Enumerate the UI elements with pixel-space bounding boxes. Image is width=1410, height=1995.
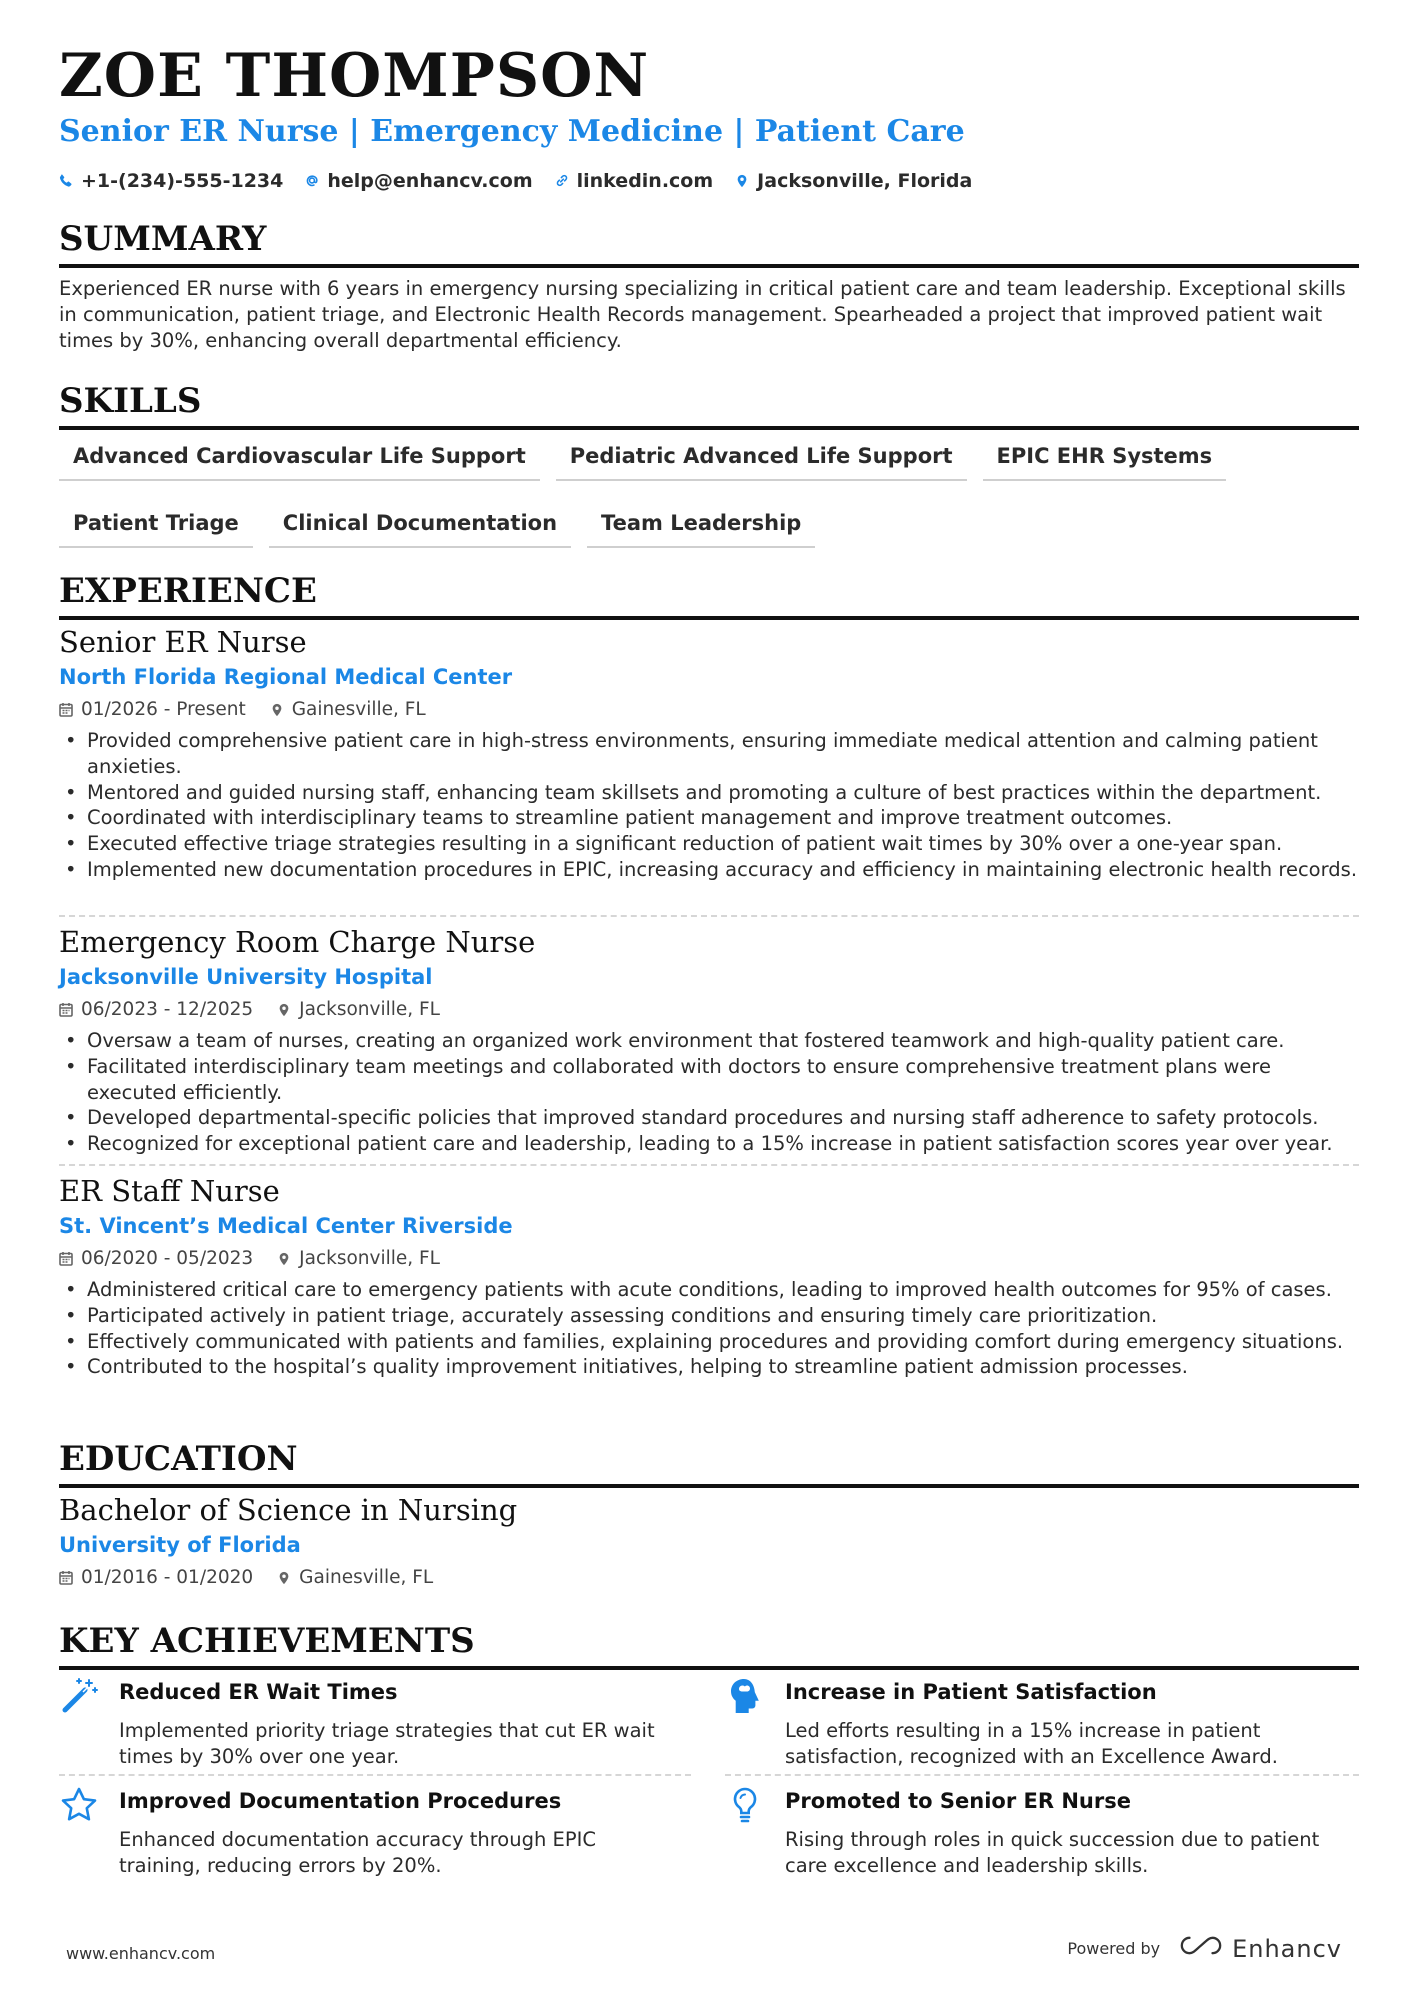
job-role: Emergency Room Charge Nurse: [59, 925, 536, 959]
job-bullets: [59, 1028, 1359, 1157]
lightbulb-icon: [725, 1785, 765, 1825]
magic-wand-icon: [59, 1676, 99, 1716]
job-role: ER Staff Nurse: [59, 1174, 280, 1208]
achievement-divider: [725, 1774, 1359, 1776]
bullet-item: • Contributed to the hospital’s quality improvement initiatives, helping to streamline patient admission processes.: [59, 1354, 1359, 1380]
job-dates: 06/2023 - 12/2025: [81, 999, 254, 1020]
degree: Bachelor of Science in Nursing: [59, 1493, 518, 1527]
job-role: Senior ER Nurse: [59, 625, 307, 659]
brand-name: Enhancv: [1232, 1934, 1342, 1963]
candidate-name: ZOE THOMPSON: [59, 41, 650, 111]
contact-email[interactable]: [305, 170, 532, 192]
bullet-item: • Effectively communicated with patients and families, explaining procedures and providing comfort during emergency situations.: [59, 1329, 1359, 1355]
location-text: Jacksonville, Florida: [757, 170, 973, 192]
footer-website[interactable]: www.enhancv.com: [66, 1944, 216, 1963]
bullet-item: • Coordinated with interdisciplinary teams to streamline patient management and improve treatment outcomes.: [59, 805, 1359, 831]
star-icon: [59, 1785, 99, 1825]
linkedin-text: linkedin.com: [576, 170, 714, 192]
job-bullets: [59, 1277, 1359, 1380]
contact-phone[interactable]: [59, 170, 283, 192]
phone-text: +1-(234)-555-1234: [81, 170, 284, 192]
location-pin-icon: [735, 173, 749, 189]
contact-location: [735, 170, 972, 192]
bullet-item: • Oversaw a team of nurses, creating an organized work environment that fostered teamwork and high-quality patient care.: [59, 1028, 1359, 1054]
job-meta: [59, 1248, 1359, 1269]
contact-linkedin[interactable]: [555, 170, 714, 192]
location-pin-icon: [270, 702, 284, 717]
contact-row: [59, 170, 972, 192]
job-dates: 06/2020 - 05/2023: [81, 1248, 254, 1269]
summary-heading: SUMMARY: [59, 222, 1359, 268]
achievement-desc: Implemented priority triage strategies that cut ER wait times by 30% over one year.: [119, 1719, 655, 1768]
experience-entry: [59, 1174, 1359, 1380]
achievement-title: Promoted to Senior ER Nurse: [785, 1789, 1131, 1813]
achievement-divider: [59, 1774, 691, 1776]
bullet-item: • Mentored and guided nursing staff, enhancing team skillsets and promoting a culture of best practices within the department.: [59, 780, 1359, 806]
calendar-icon: [59, 1570, 73, 1585]
email-text: help@enhancv.com: [327, 170, 533, 192]
skills-heading: SKILLS: [59, 384, 1359, 430]
location-pin-icon: [277, 1570, 291, 1585]
skill-tag: Pediatric Advanced Life Support: [556, 436, 967, 481]
candidate-headline: Senior ER Nurse | Emergency Medicine | Patient Care: [59, 114, 965, 149]
bullet-item: • Implemented new documentation procedures in EPIC, increasing accuracy and efficiency in maintaining electronic health records.: [59, 857, 1359, 883]
phone-icon: [59, 173, 73, 189]
education-entry: [59, 1493, 1359, 1596]
job-organization[interactable]: North Florida Regional Medical Center: [59, 665, 513, 689]
link-icon: [555, 173, 569, 189]
bullet-item: • Facilitated interdisciplinary team meetings and collaborated with doctors to ensure comprehensive treatment plans were executed efficiently.: [59, 1054, 1359, 1106]
entry-divider: [59, 1164, 1359, 1166]
skill-tag: Advanced Cardiovascular Life Support: [59, 436, 540, 481]
calendar-icon: [59, 1251, 73, 1266]
job-dates: 01/2026 - Present: [81, 699, 246, 720]
education-heading: EDUCATION: [59, 1442, 1359, 1488]
summary-text: Experienced ER nurse with 6 years in emergency nursing specializing in critical patient care and team leadership. Exceptional skills in communication, patient triage, and Electronic Health Records management. Spearheaded a project that improved patient wait times by 30%, enhancing overall departmental efficiency.: [59, 277, 1346, 352]
location-pin-icon: [277, 1002, 291, 1017]
skill-tag: Clinical Documentation: [269, 503, 571, 548]
achievement-item: [725, 1676, 1357, 1776]
achievement-title: Improved Documentation Procedures: [119, 1789, 562, 1813]
school[interactable]: University of Florida: [59, 1533, 301, 1557]
calendar-icon: [59, 1002, 73, 1017]
enhancv-logo-icon: [1178, 1934, 1224, 1963]
education-meta: [59, 1567, 1359, 1588]
head-brain-icon: [725, 1676, 765, 1716]
education-dates: 01/2016 - 01/2020: [81, 1567, 254, 1588]
experience-entry: [59, 925, 1359, 1157]
bullet-item: • Participated actively in patient triage, accurately assessing conditions and ensuring timely care prioritization.: [59, 1303, 1359, 1329]
achievement-desc: Enhanced documentation accuracy through EPIC training, reducing errors by 20%.: [119, 1828, 596, 1877]
calendar-icon: [59, 702, 73, 717]
job-bullets: [59, 728, 1359, 883]
experience-entry: [59, 625, 1359, 883]
achievement-item: [59, 1676, 691, 1776]
entry-divider: [59, 915, 1359, 917]
achievement-item: [725, 1785, 1357, 1885]
achievement-desc: Rising through roles in quick succession due to patient care excellence and leadership skills.: [785, 1828, 1320, 1877]
skills-list: [59, 436, 1359, 548]
achievement-title: Increase in Patient Satisfaction: [785, 1680, 1157, 1704]
job-organization[interactable]: Jacksonville University Hospital: [59, 965, 433, 989]
bullet-item: • Executed effective triage strategies resulting in a significant reduction of patient wait times by 30% over a one-year span.: [59, 831, 1359, 857]
achievement-desc: Led efforts resulting in a 15% increase in patient satisfaction, recognized with an Excellence Award.: [785, 1719, 1278, 1768]
achievement-title: Reduced ER Wait Times: [119, 1680, 398, 1704]
brand-logo[interactable]: [1178, 1934, 1342, 1963]
bullet-item: • Administered critical care to emergency patients with acute conditions, leading to improved health outcomes for 95% of cases.: [59, 1277, 1359, 1303]
job-location: Gainesville, FL: [291, 699, 426, 720]
achievement-item: [59, 1785, 691, 1885]
skill-tag: EPIC EHR Systems: [983, 436, 1227, 481]
powered-by-label: Powered by: [1067, 1939, 1161, 1958]
location-pin-icon: [277, 1251, 291, 1266]
bullet-item: • Recognized for exceptional patient care and leadership, leading to a 15% increase in patient satisfaction scores year over year.: [59, 1131, 1359, 1157]
job-meta: [59, 999, 1359, 1020]
skill-tag: Team Leadership: [587, 503, 815, 548]
job-location: Jacksonville, FL: [299, 999, 440, 1020]
education-location: Gainesville, FL: [299, 1567, 434, 1588]
at-icon: [305, 173, 319, 189]
skill-tag: Patient Triage: [59, 503, 253, 548]
bullet-item: • Developed departmental-specific policies that improved standard procedures and nursing staff adherence to safety protocols.: [59, 1105, 1359, 1131]
job-organization[interactable]: St. Vincent’s Medical Center Riverside: [59, 1214, 513, 1238]
job-meta: [59, 699, 1359, 720]
experience-heading: EXPERIENCE: [59, 574, 1359, 620]
job-location: Jacksonville, FL: [299, 1248, 440, 1269]
footer-branding: [1067, 1934, 1342, 1963]
achievements-heading: KEY ACHIEVEMENTS: [59, 1624, 1359, 1670]
bullet-item: • Provided comprehensive patient care in high-stress environments, ensuring immediate medical attention and calming patient anxieties.: [59, 728, 1359, 780]
